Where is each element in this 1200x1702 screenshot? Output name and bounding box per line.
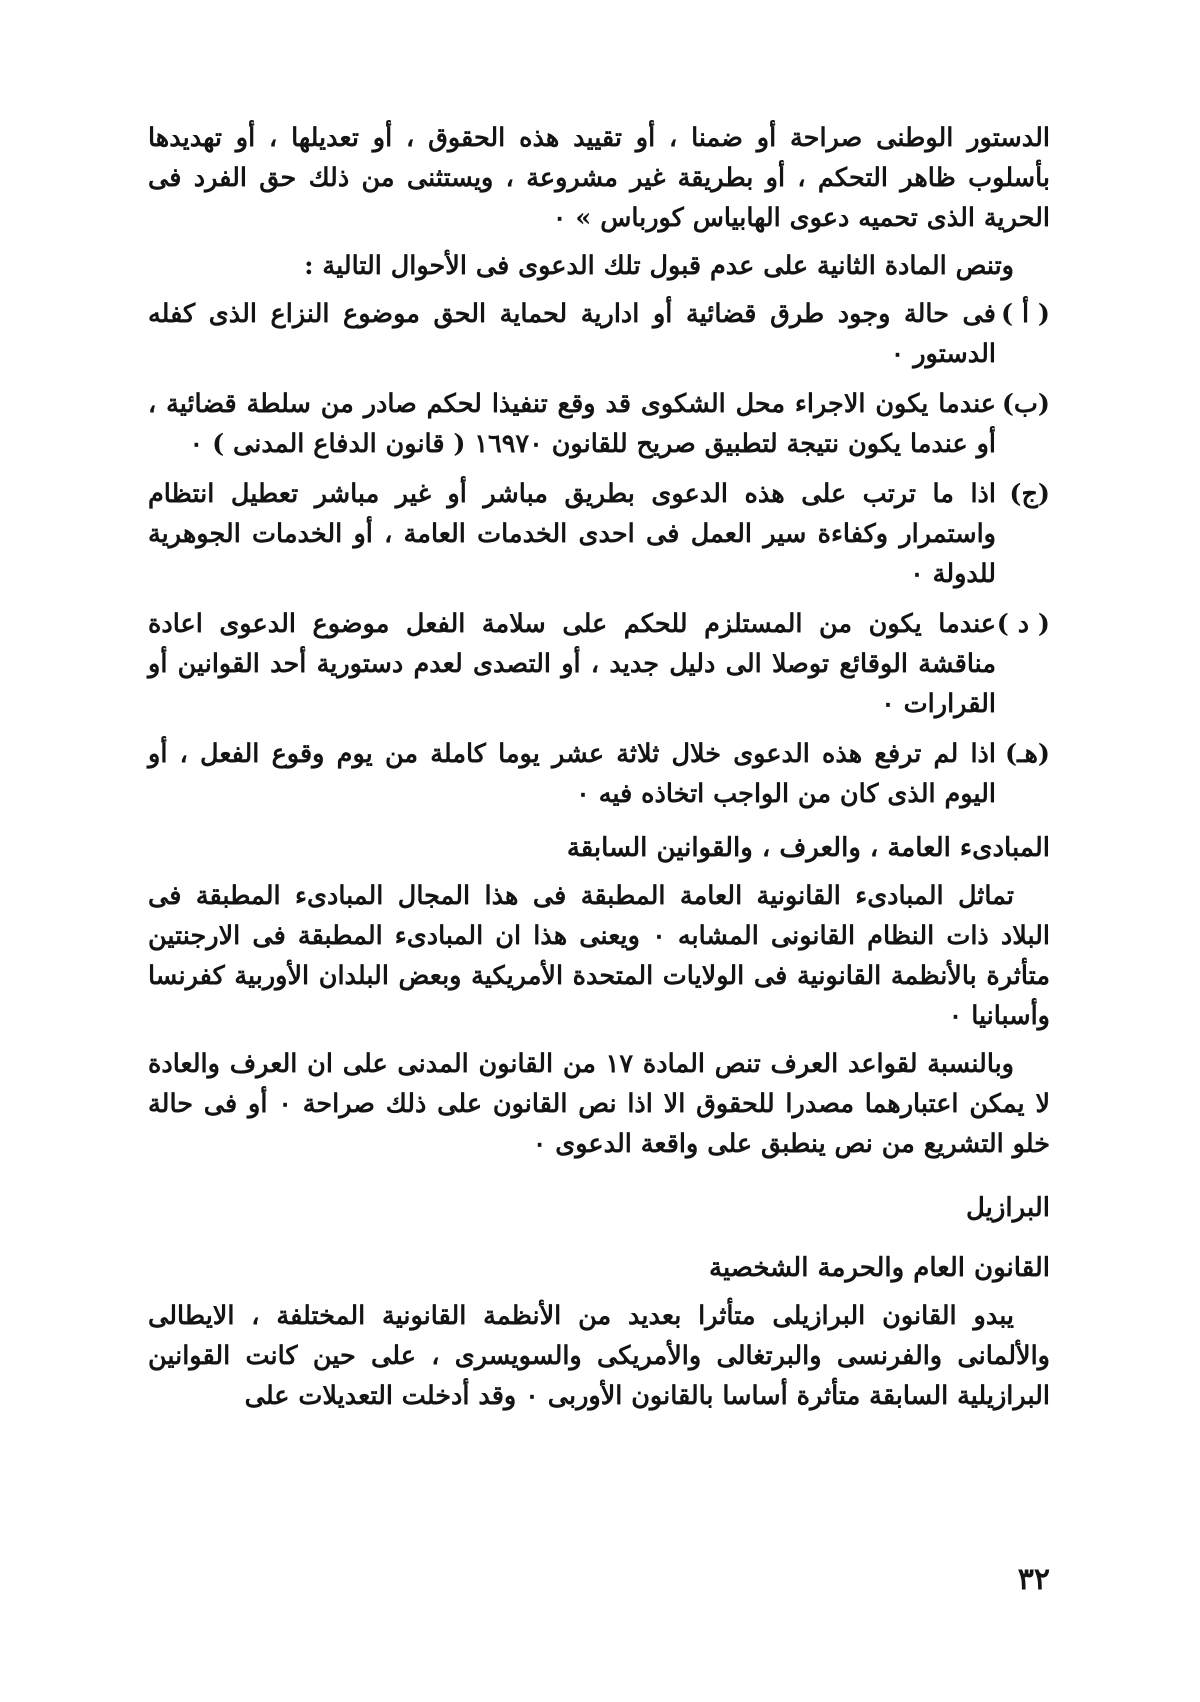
principles-paragraph: تماثل المبادىء القانونية العامة المطبقة فى هذا المجال المبادىء المطبقة فى البلاد ذات النظام القانونى المشابه ٠ ويعنى هذا ان المبادىء المطبقة فى الارجنتين متأثرة بالأنظمة القانونية فى الولايات المتحدة الأمريكية وبعض البلدان الأوربية كفرنسا وأسبانيا ٠ (148, 881, 1051, 1031)
condition-item-d (148, 604, 1050, 724)
condition-text: اذا لم ترفع هذه الدعوى خلال ثلاثة عشر يوما كاملة من يوم وقوع الفعل ، أو اليوم الذى كان من الواجب اتخاذه فيه ٠ (148, 739, 996, 809)
condition-text: اذا ما ترتب على هذه الدعوى بطريق مباشر أو غير مباشر تعطيل انتظام واستمرار وكفاءة سير العمل فى احدى الخدمات العامة ، أو الخدمات الجوهرية للدولة ٠ (148, 479, 996, 589)
custom-paragraph: وبالنسبة لقواعد العرف تنص المادة ١٧ من القانون المدنى على ان العرف والعادة لا يمكن اعتبارهما مصدرا للحقوق الا اذا نص القانون على ذلك صراحة ٠ أو فى حالة خلو التشريع من نص ينطبق على واقعة الدعوى ٠ (148, 1049, 1050, 1159)
brazil-section-heading: البرازيل (965, 1193, 1050, 1223)
condition-label: (ب) (1001, 389, 1050, 419)
condition-item-e (148, 734, 1050, 814)
brazil-subheading: القانون العام والحرمة الشخصية (709, 1253, 1050, 1283)
condition-label: ( د ) (996, 609, 1050, 639)
condition-item-a (148, 294, 1050, 374)
condition-item-c (148, 474, 1050, 594)
principles-section-heading: المبادىء العامة ، والعرف ، والقوانين السابقة (566, 833, 1050, 863)
condition-label: (ج) (1009, 479, 1050, 509)
condition-label: ( أ ) (1001, 299, 1050, 329)
article-two-paragraph: وتنص المادة الثانية على عدم قبول تلك الدعوى فى الأحوال التالية : (304, 251, 1014, 281)
condition-label: (هـ) (1004, 739, 1050, 769)
condition-text: فى حالة وجود طرق قضائية أو ادارية لحماية الحق موضوع النزاع الذى كفله الدستور ٠ (148, 299, 996, 369)
condition-text: عندما يكون الاجراء محل الشكوى قد وقع تنفيذا لحكم صادر من سلطة قضائية ، أو عندما يكون نتيجة لتطبيق صريح للقانون ١٦٩٧٠ ( قانون الدفاع المدنى ) ٠ (148, 389, 996, 459)
page-number: ٣٢ (1017, 1562, 1050, 1597)
condition-text: عندما يكون من المستلزم للحكم على سلامة الفعل موضوع الدعوى اعادة مناقشة الوقائع توصلا الى دليل جديد ، أو التصدى لعدم دستورية أحد القوانين أو القرارات ٠ (148, 609, 996, 719)
brazil-paragraph: يبدو القانون البرازيلى متأثرا بعديد من الأنظمة القانونية المختلفة ، الايطالى والألمانى والفرنسى والبرتغالى والأمريكى والسويسرى ، على حين كانت القوانين البرازيلية السابقة متأثرة أساسا بالقانون الأوربى ٠ وقد أدخلت التعديلات على (148, 1301, 1050, 1411)
conditions-list (148, 294, 1050, 814)
condition-item-b (148, 384, 1050, 464)
intro-continuation-paragraph: الدستور الوطنى صراحة أو ضمنا ، أو تقييد هذه الحقوق ، أو تعديلها ، أو تهديدها بأسلوب ظاهر التحكم ، أو بطريقة غير مشروعة ، ويستثنى من ذلك حق الفرد فى الحرية الذى تحميه دعوى الهابياس كورباس » ٠ (148, 123, 1050, 233)
